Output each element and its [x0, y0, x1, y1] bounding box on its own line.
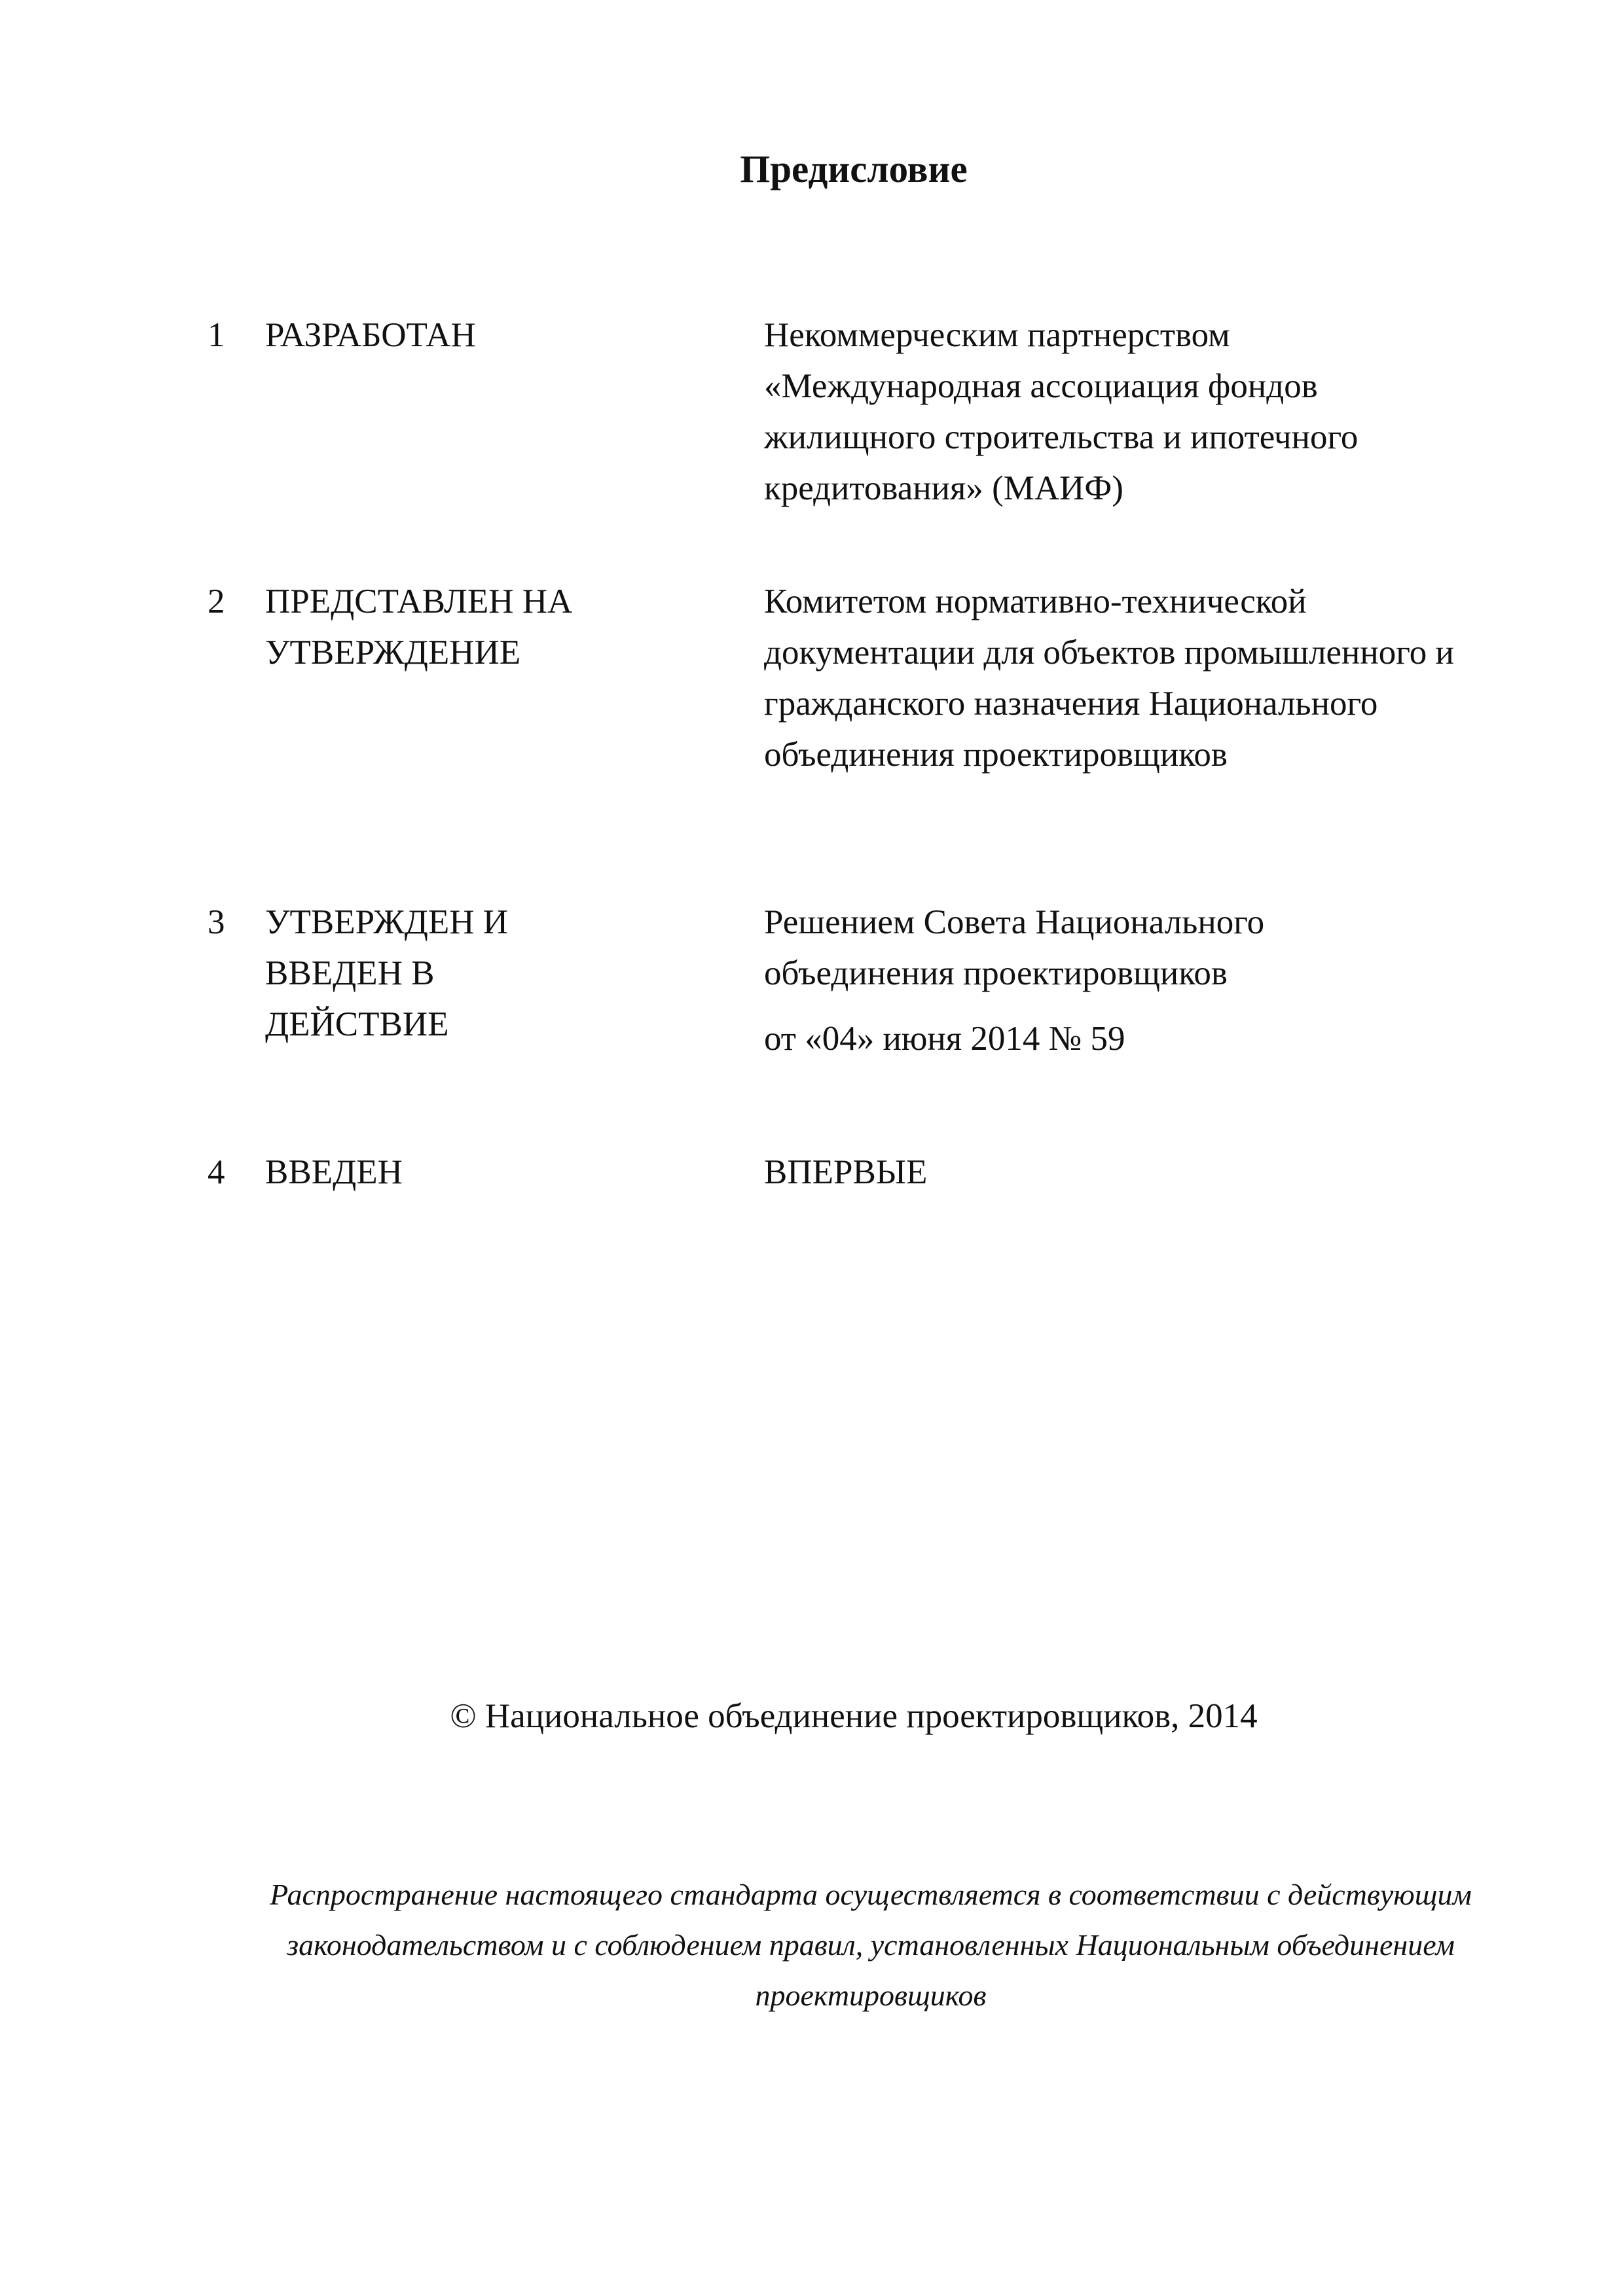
item-description: Некоммерческим партнерством «Международная ассоциация фондов жилищного строительства и ипотечного кредитования» (МАИФ): [764, 316, 1359, 507]
item-description: [764, 897, 1419, 1064]
item-number: 4: [208, 1153, 225, 1191]
item-description-date: от «04» июня 2014 № 59: [764, 1020, 1125, 1058]
item-description: ВПЕРВЫЕ: [764, 1153, 928, 1191]
item-label: РАЗРАБОТАН: [265, 316, 476, 354]
item-number: 2: [208, 583, 225, 620]
item-label: УТВЕРЖДЕН И ВВЕДЕН В ДЕЙСТВИЕ: [265, 903, 509, 1043]
item-description: Комитетом нормативно-технической документации для объектов промышленного и гражданского назначения Национального объединения проектировщиков: [764, 583, 1454, 774]
item-number: 1: [208, 316, 225, 354]
item-description-main: Решением Совета Национального объединения проектировщиков: [764, 903, 1265, 992]
copyright-line: © Национальное объединение проектировщиков, 2014: [450, 1697, 1258, 1735]
item-number: 3: [208, 903, 225, 941]
item-label: ВВЕДЕН: [265, 1153, 403, 1191]
item-label: ПРЕДСТАВЛЕН НА УТВЕРЖДЕНИЕ: [265, 583, 573, 672]
distribution-notice: Распространение настоящего стандарта осуществляется в соответствии с действующим законодательством и с соблюдением правил, установленных Национальным объединением проектировщиков: [270, 1878, 1472, 2012]
page-title: Предисловие: [740, 147, 968, 190]
